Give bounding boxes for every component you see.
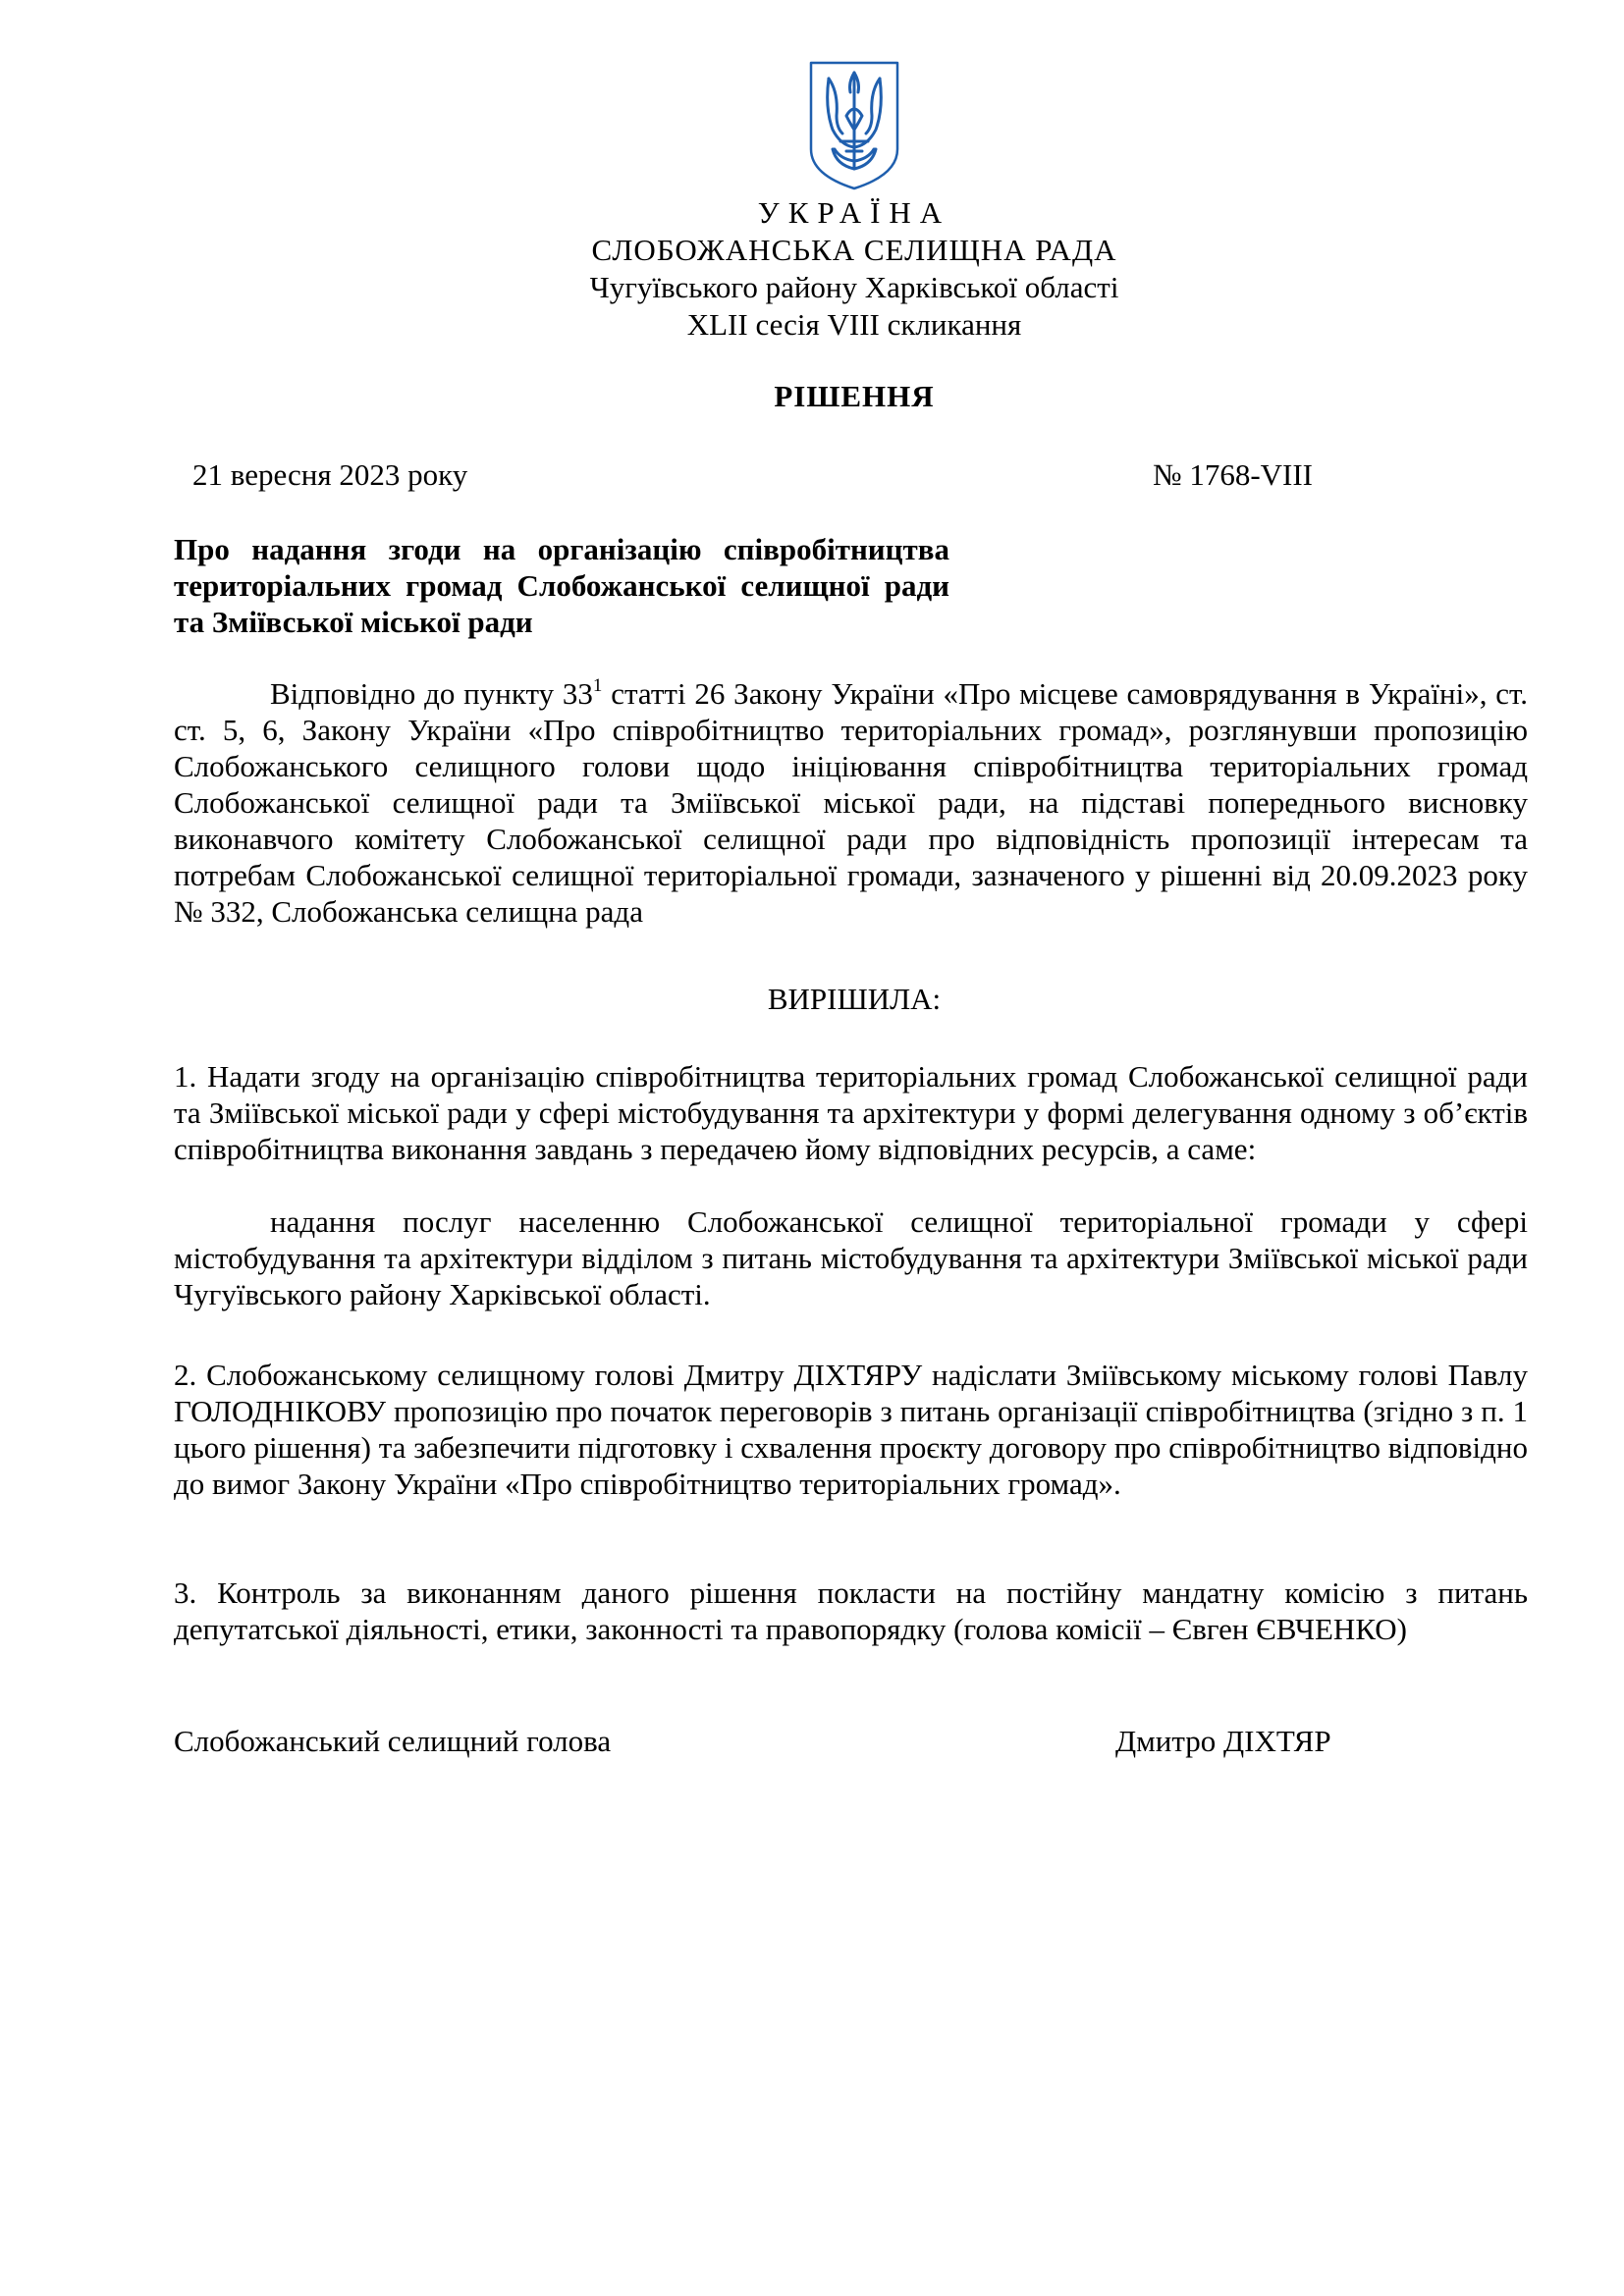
signatory-name: Дмитро ДІХТЯР [1115, 1724, 1331, 1758]
decision-item-2: 2. Слобожанському селищному голові Дмитру ДІХТЯРУ надіслати Зміївському міському голові Павлу ГОЛОДНІКОВУ пропозицію про початок переговорів з питань організації співробітництва (згідно з п. 1 цього рішення) та забезпечити підготовку і схвалення проєкту договору про співробітництво відповідно до вимог Закону України «Про співробітництво територіальних громад». [174, 1358, 1528, 1501]
preamble-text-start: Відповідно до пункту 33 [270, 676, 593, 711]
signatory-title: Слобожанський селищний голова [174, 1724, 612, 1758]
preamble-paragraph [174, 675, 1528, 930]
council-name: СЛОБОЖАНСЬКА СЕЛИЩНА РАДА [591, 233, 1117, 267]
decision-item-1: 1. Надати згоду на організацію співробітництва територіальних громад Слобожанської селищної ради та Зміївської міської ради у сфері містобудування та архітектури у формі делегування одному з об’єктів співробітництва виконання завдань з передачею йому відповідних ресурсів, а саме: [174, 1059, 1528, 1166]
decision-item-3: 3. Контроль за виконанням даного рішення покласти на постійну мандатну комісію з питань депутатської діяльності, етики, законності та правопорядку (голова комісії – Євген ЄВЧЕНКО) [174, 1575, 1528, 1646]
resolved-heading: ВИРІШИЛА: [767, 982, 942, 1016]
decision-number: № 1768-VIII [1153, 457, 1314, 492]
coat-of-arms-icon [807, 59, 901, 192]
district-name: Чугуївського району Харківської області [589, 270, 1119, 304]
preamble-superscript: 1 [592, 675, 603, 696]
decision-item-1-detail: надання послуг населенню Слобожанської селищної територіальної громади у сфері містобудування та архітектури відділом з питань містобудування та архітектури Зміївської міської ради Чугуївського району Харківської області. [174, 1204, 1528, 1311]
session-label: XLII сесія VIII скликання [686, 307, 1022, 342]
document-type-heading: РІШЕННЯ [774, 379, 935, 413]
decision-date: 21 вересня 2023 року [192, 457, 468, 492]
country-name: УКРАЇНА [757, 195, 951, 230]
preamble-text-rest: статті 26 Закону України «Про місцеве самоврядування в Україні», ст. ст. 5, 6, Закону України «Про співробітництво територіальних громад», розглянувши пропозицію Слобожанського селищного голови щодо ініціювання співробітництва територіальних громад Слобожанської селищної ради та Зміївської міської ради, на підставі попереднього висновку виконавчого комітету Слобожанської селищної ради про відповідність пропозиції інтересам та потребам Слобожанської селищної територіальної громади, зазначеного у рішенні від 20.09.2023 року № 332, Слобожанська селищна рада [174, 676, 1529, 929]
decision-subject: Про надання згоди на організацію співробітництва територіальних громад Слобожанської селищної ради та Зміївської міської ради [174, 532, 949, 639]
